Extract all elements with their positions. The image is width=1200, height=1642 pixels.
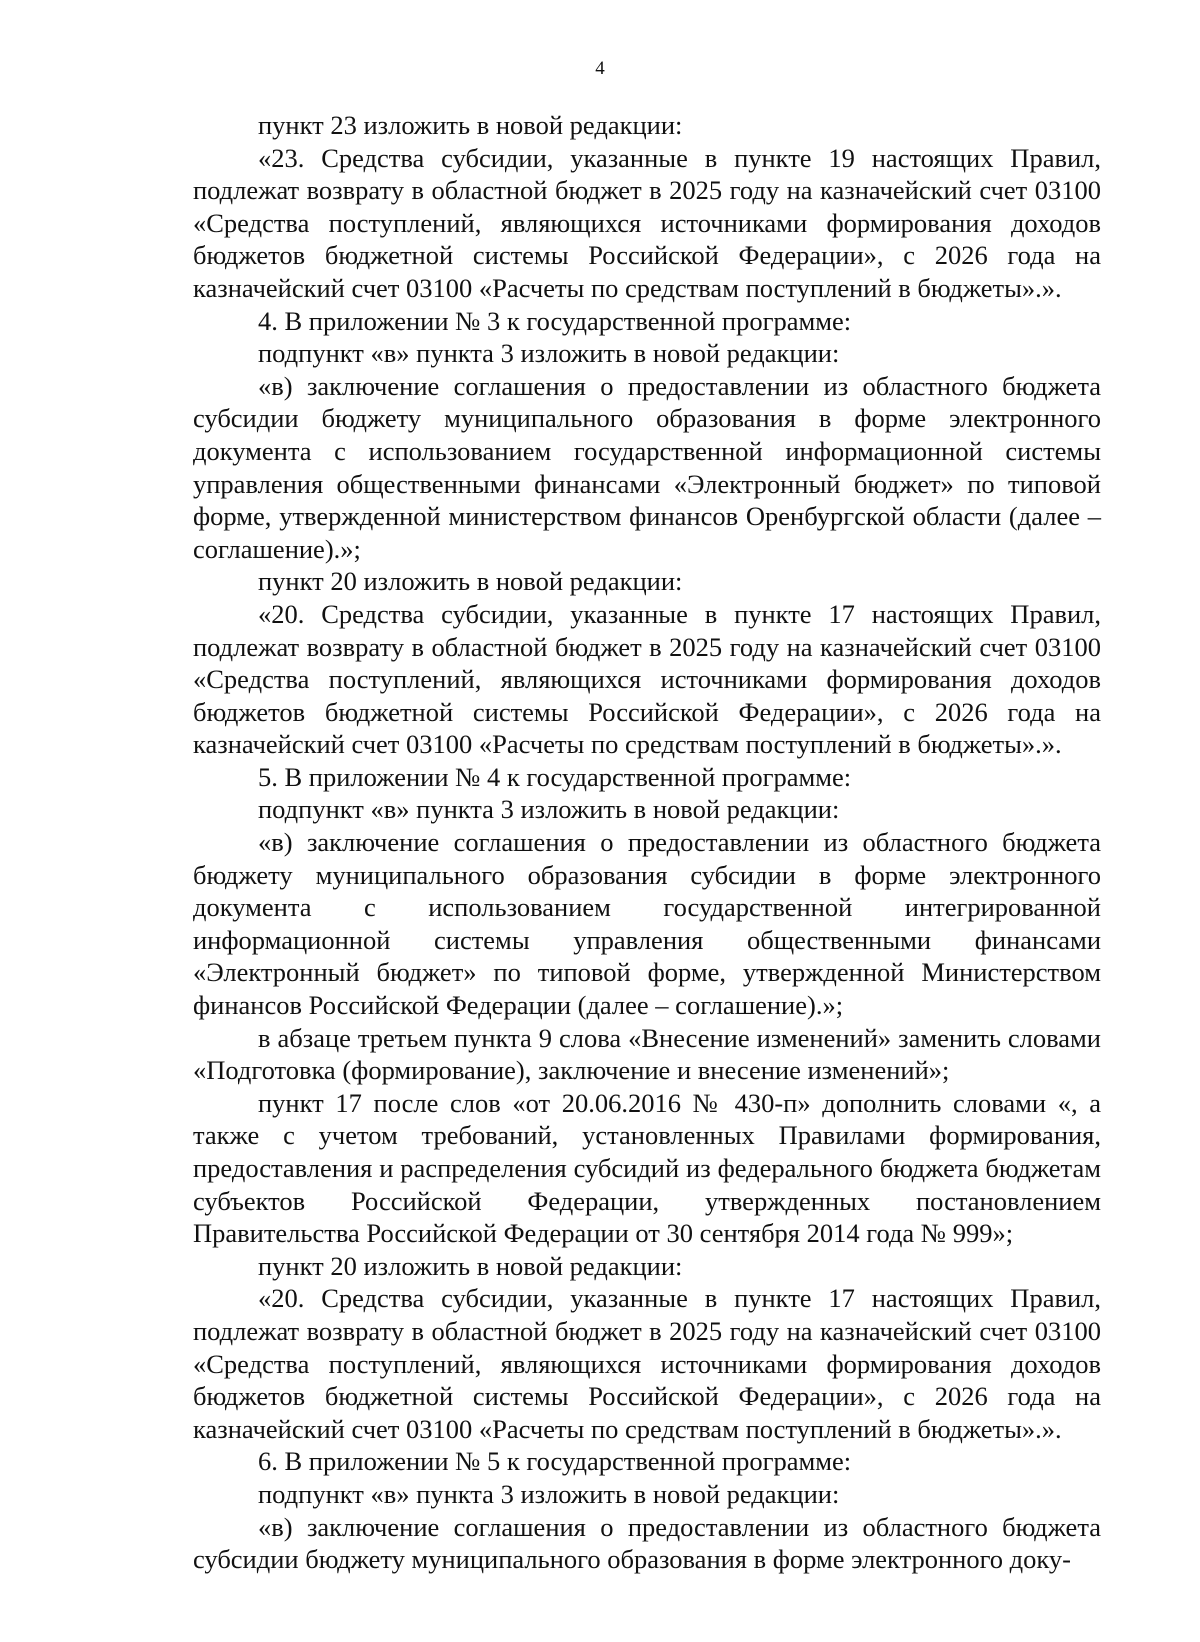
paragraph-8: 5. В приложении № 4 к государственной программе: [258, 761, 852, 792]
paragraph-17: «в) заключение соглашения о предоставлении из областного бюджета субсидии бюджету муниципального образования в форме электронного доку- [193, 1511, 1101, 1575]
paragraph-16: подпункт «в» пункта 3 изложить в новой редакции: [258, 1478, 840, 1509]
document-body [193, 109, 1101, 1576]
paragraph-11: в абзаце третьем пункта 9 слова «Внесение изменений» заменить словами «Подготовка (формирование), заключение и внесение изменений»; [193, 1022, 1101, 1086]
paragraph-2: «23. Средства субсидии, указанные в пункте 19 настоящих Правил, подлежат возврату в областной бюджет в 2025 году на казначейский счет 03100 «Средства поступлений, являющихся источниками формирования доходов бюджетов бюджетной системы Российской Федерации», с 2026 года на казначейский счет 03100 «Расчеты по средствам поступлений в бюджеты».». [193, 142, 1101, 303]
paragraph-6: пункт 20 изложить в новой редакции: [258, 566, 683, 597]
paragraph-12: пункт 17 после слов «от 20.06.2016 № 430-п» дополнить словами «, а также с учетом требований, установленных Правилами формирования, предоставления и распределения субсидий из федерального бюджета бюджетам субъектов Российской Федерации, утвержденных постановлением Правительства Российской Федерации от 30 сентября 2014 года № 999»; [193, 1087, 1101, 1249]
paragraph-1: пункт 23 изложить в новой редакции: [258, 110, 683, 140]
paragraph-9: подпункт «в» пункта 3 изложить в новой редакции: [258, 794, 840, 825]
paragraph-10: «в) заключение соглашения о предоставлении из областного бюджета бюджету муниципального образования субсидии в форме электронного документа с использованием государственной интегрированной информационной системы управления общественными финансами «Электронный бюджет» по типовой форме, утвержденной Министерством финансов Российской Федерации (далее – соглашение).»; [193, 827, 1101, 1021]
page-number: 4 [595, 58, 605, 79]
paragraph-4: подпункт «в» пункта 3 изложить в новой редакции: [258, 338, 840, 369]
paragraph-14: «20. Средства субсидии, указанные в пункте 17 настоящих Правил, подлежат возврату в областной бюджет в 2025 году на казначейский счет 03100 «Средства поступлений, являющихся источниками формирования доходов бюджетов бюджетной системы Российской Федерации», с 2026 года на казначейский счет 03100 «Расчеты по средствам поступлений в бюджеты».». [193, 1283, 1101, 1444]
paragraph-13: пункт 20 изложить в новой редакции: [258, 1250, 683, 1281]
paragraph-7: «20. Средства субсидии, указанные в пункте 17 настоящих Правил, подлежат возврату в областной бюджет в 2025 году на казначейский счет 03100 «Средства поступлений, являющихся источниками формирования доходов бюджетов бюджетной системы Российской Федерации», с 2026 года на казначейский счет 03100 «Расчеты по средствам поступлений в бюджеты».». [193, 598, 1101, 760]
paragraph-15: 6. В приложении № 5 к государственной программе: [258, 1446, 852, 1477]
paragraph-3: 4. В приложении № 3 к государственной программе: [258, 305, 852, 336]
paragraph-5: «в) заключение соглашения о предоставлении из областного бюджета субсидии бюджету муниципального образования в форме электронного документа с использованием государственной информационной системы управления общественными финансами «Электронный бюджет» по типовой форме, утвержденной министерством финансов Оренбургской области (далее – соглашение).»; [193, 370, 1101, 564]
